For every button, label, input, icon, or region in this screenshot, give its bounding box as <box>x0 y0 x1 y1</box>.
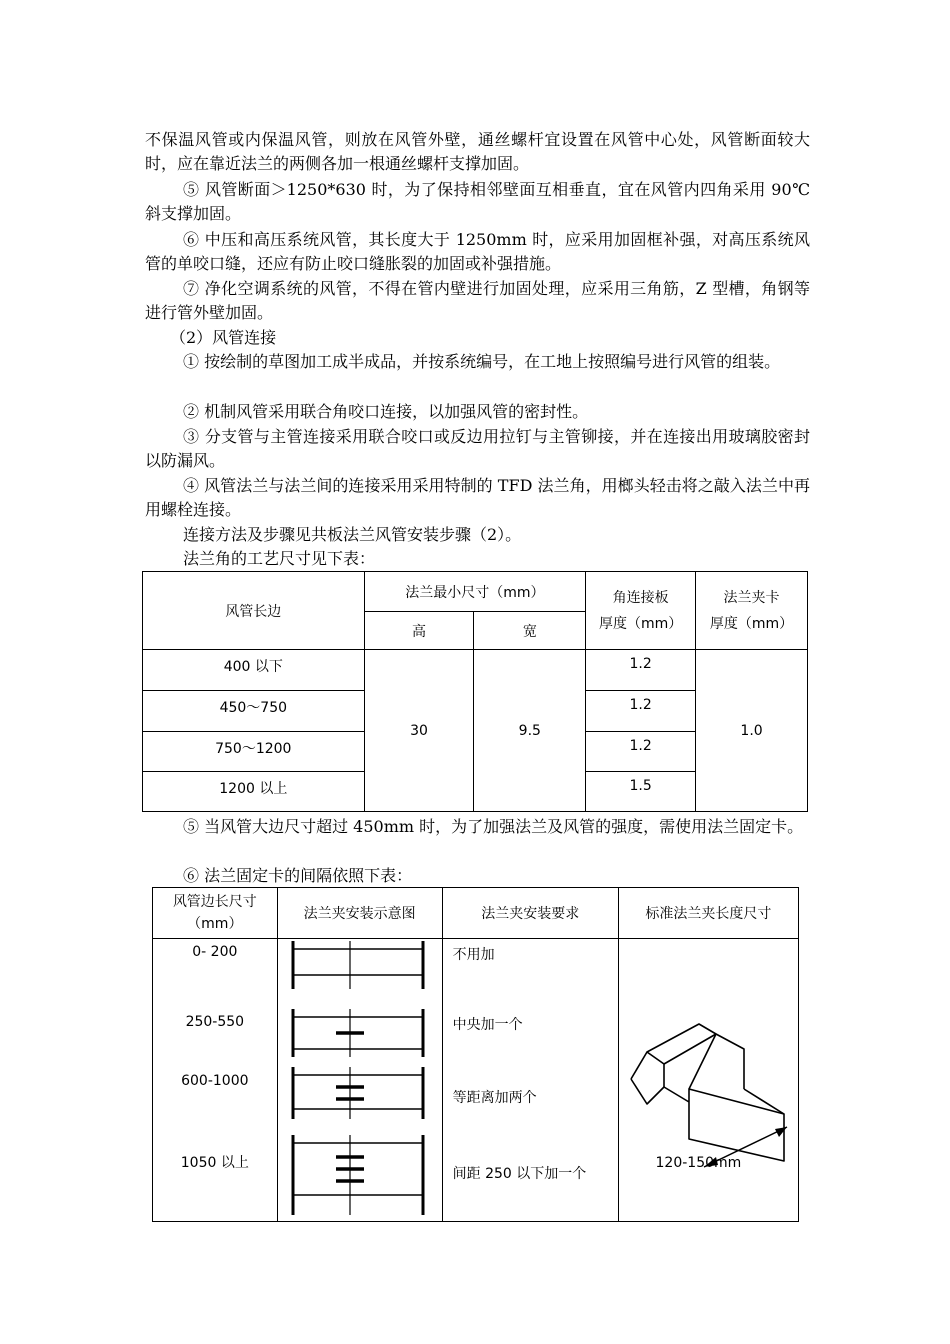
requirement-column <box>442 939 618 1222</box>
paragraph-item-6: ⑥ 中压和高压系统风管，其长度大于 1250mm 时，应采用加固框补强，对高压系统风管的单咬口缝，还应有防止咬口缝胀裂的加固或补强措施。 <box>145 230 810 273</box>
height-value: 30 <box>364 650 474 812</box>
corner-thickness-value: 1.2 <box>586 650 696 691</box>
flange-dimension-table <box>142 571 808 812</box>
paragraph-reinforcement-rod: 不保温风管或内保温风管，则放在风管外壁，通丝螺杆宜设置在风管中心处，风管断面较大时，应在靠近法兰的两侧各加一根通丝螺杆支撑加固。 <box>145 130 810 173</box>
header-flange-min-size: 法兰最小尺寸（mm） <box>364 572 586 612</box>
requirement-value: 中央加一个 <box>452 1017 523 1033</box>
header-height: 高 <box>364 612 474 650</box>
flange-clip-spacing-table <box>152 887 799 1222</box>
header-standard-length: 标准法兰夹长度尺寸 <box>618 888 798 939</box>
table-row-label: 1200 以上 <box>143 772 365 812</box>
paragraph-connection-method: 连接方法及步骤见共板法兰风管安装步骤（2）。 <box>183 525 522 544</box>
requirement-value: 不用加 <box>452 947 495 963</box>
paragraph-connection-4: ④ 风管法兰与法兰间的连接采用采用特制的 TFD 法兰角，用榔头轻击将之敲入法兰中再用螺栓连接。 <box>145 476 810 519</box>
size-column <box>153 939 278 1222</box>
corner-thickness-value: 1.2 <box>586 691 696 732</box>
paragraph-item-5: ⑤ 风管断面＞1250*630 时，为了保持相邻壁面互相垂直，宜在风管内四角采用 90℃斜支撑加固。 <box>145 180 810 223</box>
standard-length-column <box>618 939 798 1222</box>
size-value: 1050 以上 <box>180 1155 249 1171</box>
paragraph-table-intro: 法兰角的工艺尺寸见下表： <box>183 549 376 568</box>
requirement-value: 间距 250 以下加一个 <box>452 1166 587 1182</box>
paragraph-connection-2: ② 机制风管采用联合角咬口连接，以加强风管的密封性。 <box>183 402 589 421</box>
corner-thickness-value: 1.5 <box>586 772 696 812</box>
paragraph-connection-3: ③ 分支管与主管连接采用联合咬口或反边用拉钉与主管铆接，并在连接出用玻璃胶密封以防漏风。 <box>145 427 810 470</box>
header-side-length-line2: （mm） <box>187 916 243 932</box>
diagram-two-clips <box>293 1067 423 1119</box>
header-corner-plate <box>586 572 696 650</box>
header-flange-clip <box>696 572 808 650</box>
paragraph-item-7: ⑦ 净化空调系统的风管，不得在管内壁进行加固处理，应采用三角筋，Z 型槽，角钢等进行管外壁加固。 <box>145 279 810 322</box>
table-row-label: 450～750 <box>143 691 365 732</box>
header-requirement: 法兰夹安装要求 <box>442 888 618 939</box>
clip-thickness-value: 1.0 <box>696 650 808 812</box>
size-value: 0- 200 <box>192 944 238 960</box>
header-side-length <box>153 888 278 939</box>
diagram-no-clip <box>293 941 423 989</box>
header-side-length-line1: 风管边长尺寸 <box>172 894 257 910</box>
header-duct-long-side: 风管长边 <box>143 572 365 650</box>
flange-clip-diagrams <box>278 939 442 1217</box>
diagram-multiple-clips <box>293 1135 423 1215</box>
header-diagram: 法兰夹安装示意图 <box>277 888 442 939</box>
paragraph-item-5-clip: ⑤ 当风管大边尺寸超过 450mm 时，为了加强法兰及风管的强度，需使用法兰固定卡。 <box>183 817 804 836</box>
diagram-column <box>277 939 442 1222</box>
size-value: 600-1000 <box>181 1073 249 1089</box>
header-flange-clip-line2: 厚度（mm） <box>709 615 794 632</box>
size-value: 250-550 <box>185 1014 245 1030</box>
table-row-label: 750～1200 <box>143 732 365 772</box>
width-value: 9.5 <box>474 650 586 812</box>
header-corner-plate-line2: 厚度（mm） <box>599 615 683 632</box>
requirement-value: 等距离加两个 <box>452 1090 537 1106</box>
diagram-one-clip <box>293 1009 423 1057</box>
header-flange-clip-line1: 法兰夹卡 <box>723 589 780 606</box>
paragraph-connection-1: ① 按绘制的草图加工成半成品，并按系统编号，在工地上按照编号进行风管的组装。 <box>183 352 781 371</box>
table-row-label: 400 以下 <box>143 650 365 691</box>
header-width: 宽 <box>474 612 586 650</box>
paragraph-item-6-clip: ⑥ 法兰固定卡的间隔依照下表： <box>183 866 413 885</box>
section-heading-duct-connection: （2）风管连接 <box>170 328 277 347</box>
header-corner-plate-line1: 角连接板 <box>612 589 669 606</box>
standard-length-label: 120-150mm <box>655 1155 742 1171</box>
corner-thickness-value: 1.2 <box>586 732 696 772</box>
flange-clip-3d-icon <box>619 939 800 1217</box>
